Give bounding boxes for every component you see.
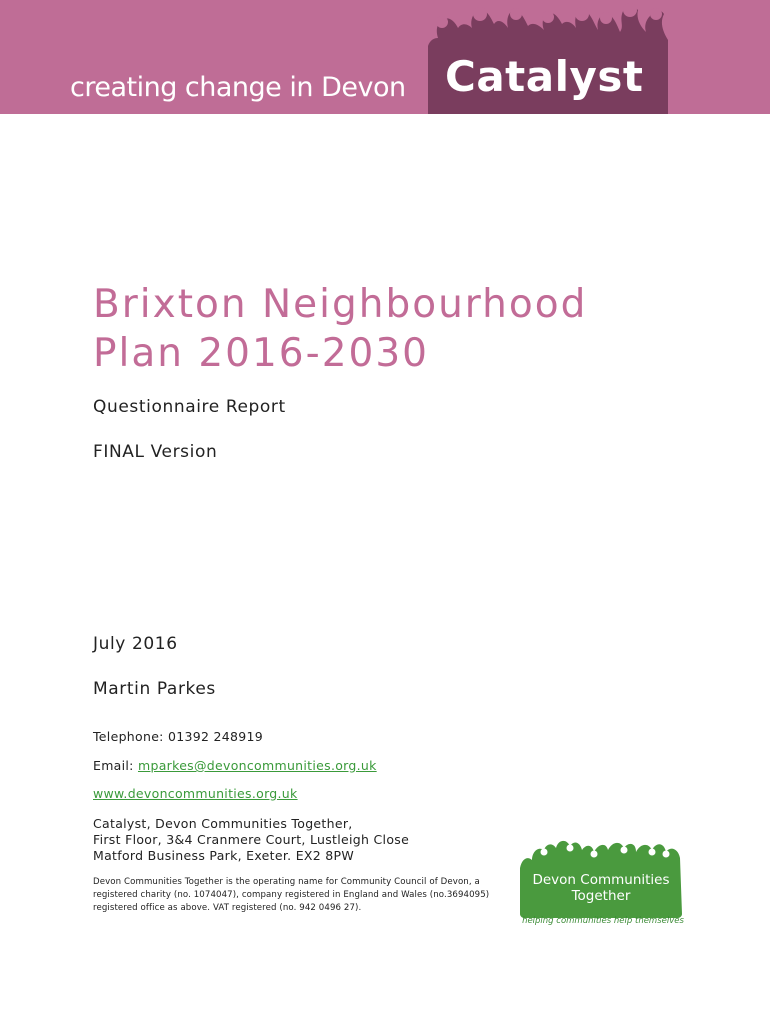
dct-logo-name [520,872,682,904]
title-line-2: Plan 2016-2030 [93,331,429,376]
dct-strapline: helping communities help themselves [522,916,684,926]
document-date: July 2016 [93,634,178,654]
telephone-label: Telephone: [93,729,164,744]
website-link[interactable]: www.devoncommunities.org.uk [93,786,298,801]
legal-note: Devon Communities Together is the operating name for Community Council of Devon, a registered charity (no. 1074047), company registered in England and Wales (no.3694095) registered office as above. VAT registered (no. 942 0496 27). [93,877,490,913]
dct-name-line-1: Devon Communities [532,872,670,888]
address-line-2: First Floor, 3&4 Cranmere Court, Lustleigh Close [93,832,410,847]
telephone-line [93,729,263,744]
email-line [93,758,377,773]
address-line-3: Matford Business Park, Exeter. EX2 8PW [93,848,355,863]
title-line-1: Brixton Neighbourhood [93,282,588,327]
dct-name-line-2: Together [571,888,631,904]
website-line [93,786,298,801]
document-author: Martin Parkes [93,679,216,699]
catalyst-logo-text: Catalyst [445,52,644,101]
document-subtitle: Questionnaire Report [93,397,286,417]
email-label: Email: [93,758,134,773]
email-link[interactable]: mparkes@devoncommunities.org.uk [137,758,377,773]
document-version: FINAL Version [93,442,218,462]
address-line-1: Catalyst, Devon Communities Together, [93,816,353,831]
telephone-number: 01392 248919 [167,729,264,744]
document-title [93,280,587,378]
postal-address [93,816,409,864]
header-tagline: creating change in Devon [70,72,406,103]
